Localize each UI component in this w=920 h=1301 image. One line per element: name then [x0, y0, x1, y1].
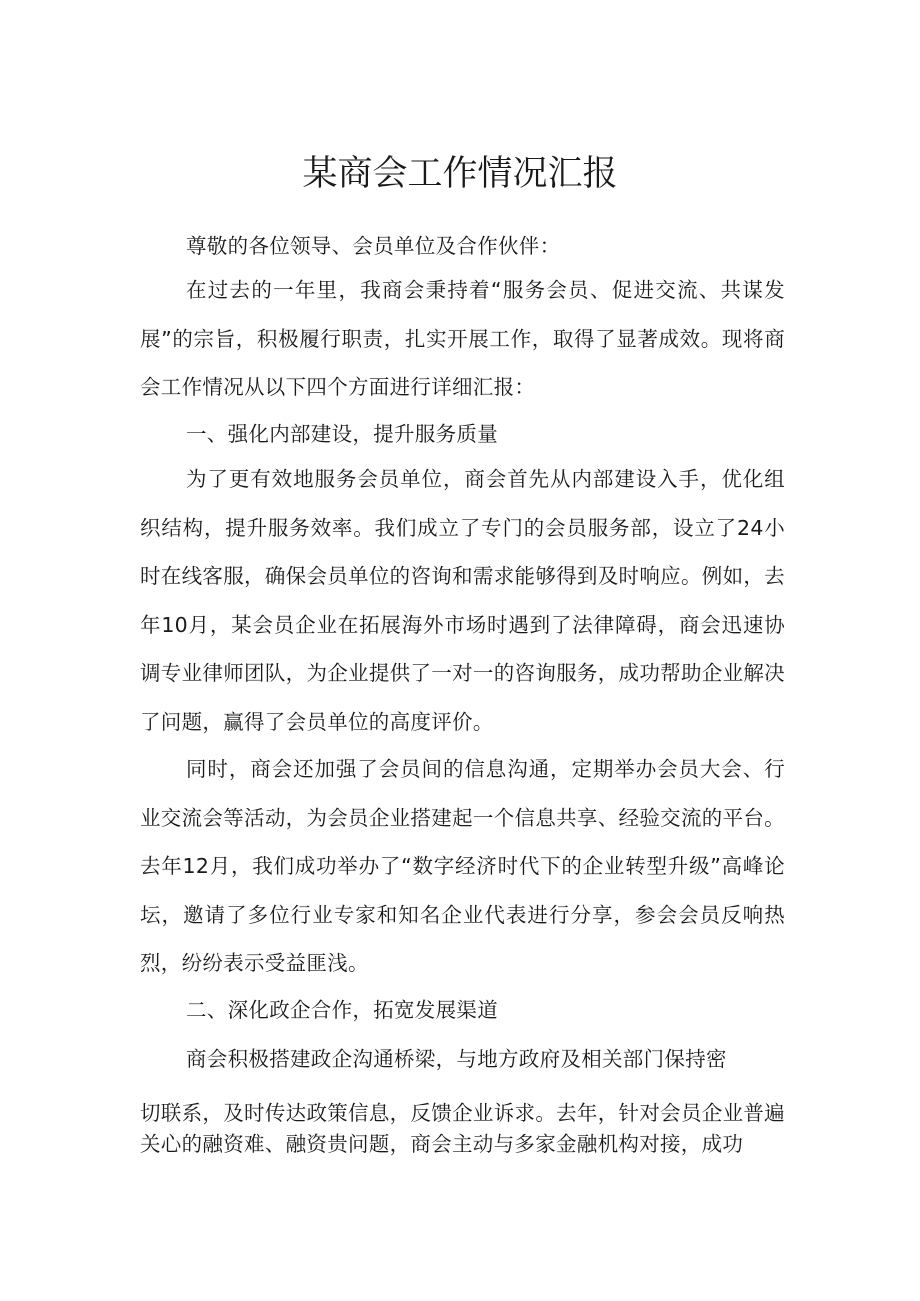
section-1-heading: 一、强化内部建设，提升服务质量 [186, 422, 498, 446]
section-2-paragraph-1-line-1: 商会积极搭建政企沟通桥梁，与地方政府及相关部门保持密 [186, 1047, 727, 1071]
intro-paragraph: 在过去的一年里，我商会秉持着“服务会员、促进交流、共谋发展”的宗旨，积极履行职责，扎实开展工作，取得了显著成效。现将商会工作情况从以下四个方面进行详细汇报： [140, 278, 785, 399]
section-2-paragraph-1-continued: 切联系，及时传达政策信息，反馈企业诉求。去年，针对会员企业普遍关心的融资难、融资贵问题，商会主动与多家金融机构对接，成功 [140, 1101, 785, 1156]
section-1-paragraph-2: 同时，商会还加强了会员间的信息沟通，定期举办会员大会、行业交流会等活动，为会员企业搭建起一个信息共享、经验交流的平台。去年12月，我们成功举办了“数字经济时代下的企业转型升级”高峰论坛，邀请了多位行业专家和知名企业代表进行分享，参会会员反响热烈，纷纷表示受益匪浅。 [140, 757, 785, 975]
salutation: 尊敬的各位领导、会员单位及合作伙伴： [186, 234, 561, 258]
document-title: 某商会工作情况汇报 [302, 154, 618, 194]
section-2-heading: 二、深化政企合作，拓宽发展渠道 [186, 998, 498, 1022]
section-1-paragraph-1: 为了更有效地服务会员单位，商会首先从内部建设入手，优化组织结构，提升服务效率。我们成立了专门的会员服务部，设立了24小时在线客服，确保会员单位的咨询和需求能够得到及时响应。例如，去年10月，某会员企业在拓展海外市场时遇到了法律障碍，商会迅速协调专业律师团队，为企业提供了一对一的咨询服务，成功帮助企业解决了问题，赢得了会员单位的高度评价。 [140, 467, 785, 734]
